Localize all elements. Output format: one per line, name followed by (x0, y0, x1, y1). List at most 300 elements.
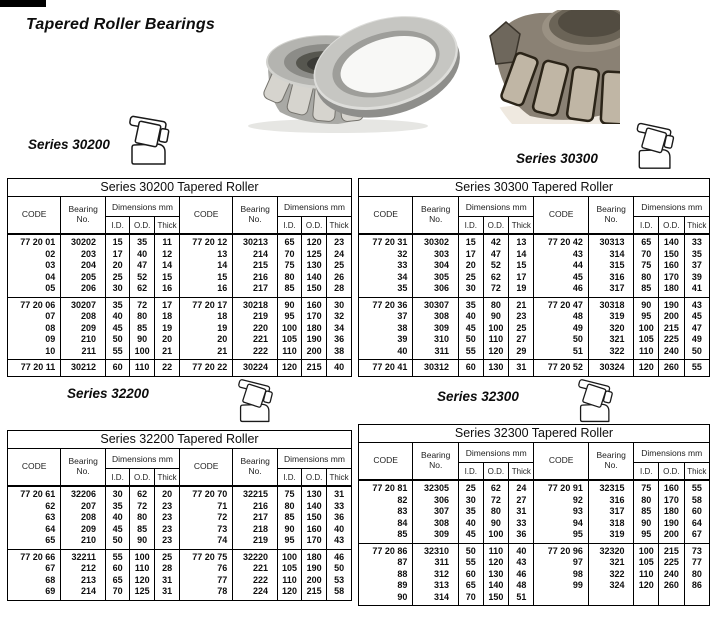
thick-cell: 50 (684, 346, 709, 360)
col-header-id: I.D. (634, 463, 659, 481)
od-cell: 62 (130, 283, 155, 297)
thick-cell: 50 (327, 563, 352, 575)
od-cell: 72 (483, 283, 509, 297)
thick-cell: 45 (684, 311, 709, 323)
bearing-no-cell: 30318 (588, 297, 634, 311)
code-cell: 77 20 81 (359, 480, 413, 495)
bearing-no-cell: 206 (61, 283, 106, 297)
code-cell: 77 20 61 (8, 486, 61, 501)
id-cell: 120 (634, 360, 659, 377)
table-row (359, 249, 710, 261)
code-cell: 49 (534, 323, 588, 335)
series-32300-label: Series 32300 (437, 389, 519, 404)
od-cell: 52 (483, 260, 509, 272)
thick-cell: 36 (327, 512, 352, 524)
id-cell: 120 (278, 360, 302, 377)
bearing-no-cell: 219 (233, 535, 278, 549)
thick-cell: 15 (155, 272, 180, 284)
col-header-code: CODE (534, 443, 588, 481)
code-cell: 05 (8, 283, 61, 297)
code-cell: 19 (179, 323, 232, 335)
thick-cell: 15 (509, 260, 534, 272)
bearing-no-cell: 320 (588, 323, 634, 335)
thick-cell: 31 (155, 575, 180, 587)
table-title: Series 30200 Tapered Roller (8, 179, 352, 197)
bearing-no-cell: 32220 (233, 549, 278, 563)
thick-cell: 21 (509, 297, 534, 311)
bearing-no-cell: 32215 (233, 486, 278, 501)
id-cell: 45 (106, 323, 130, 335)
od-cell: 170 (302, 311, 327, 323)
thick-cell: 64 (684, 518, 709, 530)
thick-cell: 24 (509, 480, 534, 495)
thick-cell: 39 (684, 272, 709, 284)
od-cell: 42 (483, 234, 509, 249)
id-cell: 80 (278, 272, 302, 284)
bearing-cross-section-icon (634, 119, 678, 171)
col-header-id: I.D. (278, 469, 302, 487)
bearing-no-cell: 220 (233, 323, 278, 335)
table-row (8, 283, 352, 297)
id-cell: 70 (106, 586, 130, 600)
thick-cell: 36 (509, 529, 534, 543)
col-header-bearing-no: Bearing No. (61, 197, 106, 235)
code-cell: 64 (8, 524, 61, 536)
code-cell: 03 (8, 260, 61, 272)
bearing-no-cell: 315 (588, 260, 634, 272)
table-block (8, 486, 352, 549)
table-title: Series 30300 Tapered Roller (359, 179, 710, 197)
od-cell: 35 (130, 234, 155, 249)
od-cell: 200 (659, 311, 685, 323)
table-row (359, 506, 710, 518)
od-cell: 215 (302, 360, 327, 377)
bearing-no-cell: 308 (413, 518, 459, 530)
id-cell: 110 (278, 346, 302, 360)
bearing-no-cell: 32310 (413, 543, 459, 557)
code-cell: 72 (179, 512, 232, 524)
roller-closeup-photo (486, 10, 620, 124)
code-cell: 43 (534, 249, 588, 261)
table-row (8, 512, 352, 524)
bearing-no-cell: 30302 (413, 234, 459, 249)
od-cell: 150 (302, 512, 327, 524)
od-cell: 62 (130, 486, 155, 501)
col-header-thick: Thick (684, 217, 709, 235)
table-row (359, 334, 710, 346)
code-cell: 77 20 36 (359, 297, 413, 311)
od-cell: 110 (130, 360, 155, 377)
code-cell: 45 (534, 272, 588, 284)
col-header-od: O.D. (302, 217, 327, 235)
table-block (359, 234, 710, 297)
bearing-no-cell: 304 (413, 260, 459, 272)
bearing-no-cell: 319 (588, 311, 634, 323)
id-cell: 35 (459, 506, 484, 518)
code-cell: 65 (8, 535, 61, 549)
od-cell: 90 (483, 311, 509, 323)
id-cell: 65 (278, 234, 302, 249)
bearing-no-cell: 210 (61, 535, 106, 549)
bearing-no-cell: 30218 (233, 297, 278, 311)
od-cell: 47 (483, 249, 509, 261)
id-cell: 110 (278, 575, 302, 587)
bearing-no-cell: 222 (233, 575, 278, 587)
od-cell: 180 (659, 283, 685, 297)
roller-closeup-graphic (486, 10, 620, 124)
id-cell: 100 (634, 323, 659, 335)
od-cell: 240 (659, 346, 685, 360)
code-cell: 77 20 06 (8, 297, 61, 311)
table-row (8, 323, 352, 335)
id-cell: 15 (459, 234, 484, 249)
thick-cell: 16 (155, 283, 180, 297)
thick-cell: 23 (155, 501, 180, 513)
code-cell: 46 (534, 283, 588, 297)
od-cell: 100 (130, 549, 155, 563)
table-block (359, 297, 710, 360)
code-cell: 32 (359, 249, 413, 261)
id-cell: 40 (106, 311, 130, 323)
id-cell: 75 (278, 486, 302, 501)
thick-cell: 32 (327, 311, 352, 323)
id-cell: 25 (459, 272, 484, 284)
thick-cell: 67 (684, 529, 709, 543)
thick-cell: 77 (684, 557, 709, 569)
col-header-code: CODE (359, 443, 413, 481)
thick-cell: 58 (327, 586, 352, 600)
code-cell: 89 (359, 580, 413, 592)
bearing-no-cell: 305 (413, 272, 459, 284)
bearing-no-cell: 312 (413, 569, 459, 581)
table-row (359, 518, 710, 530)
thick-cell: 33 (509, 518, 534, 530)
table-row (8, 549, 352, 563)
code-cell: 77 20 66 (8, 549, 61, 563)
od-cell: 85 (130, 524, 155, 536)
code-cell: 71 (179, 501, 232, 513)
col-header-od: O.D. (659, 217, 685, 235)
od-cell: 170 (659, 272, 685, 284)
thick-cell: 25 (509, 323, 534, 335)
id-cell: 45 (106, 524, 130, 536)
table-block (8, 234, 352, 297)
id-cell: 40 (106, 512, 130, 524)
id-cell: 80 (634, 272, 659, 284)
bearing-no-cell: 30313 (588, 234, 634, 249)
thick-cell: 34 (327, 323, 352, 335)
bearing-no-cell: 32305 (413, 480, 459, 495)
id-cell: 45 (459, 529, 484, 543)
thick-cell: 11 (155, 234, 180, 249)
col-header-bearing-no: Bearing No. (588, 197, 634, 235)
od-cell: 120 (483, 346, 509, 360)
bearing-no-cell: 308 (413, 311, 459, 323)
bearing-no-cell: 217 (233, 512, 278, 524)
code-cell: 09 (8, 334, 61, 346)
thick-cell: 26 (327, 272, 352, 284)
od-cell: 150 (483, 592, 509, 606)
col-header-od: O.D. (483, 217, 509, 235)
thick-cell: 40 (327, 360, 352, 377)
code-cell: 77 20 91 (534, 480, 588, 495)
code-cell: 83 (359, 506, 413, 518)
bearing-no-cell: 214 (61, 586, 106, 600)
id-cell: 60 (106, 360, 130, 377)
code-cell: 90 (359, 592, 413, 606)
bearing-no-cell: 307 (413, 506, 459, 518)
bearing-no-cell: 221 (233, 334, 278, 346)
thick-cell: 25 (155, 549, 180, 563)
code-cell: 39 (359, 334, 413, 346)
table-row (359, 360, 710, 377)
bearing-no-cell: 316 (588, 495, 634, 507)
bearing-cross-section-icon (236, 376, 276, 424)
code-cell: 95 (534, 529, 588, 543)
thick-cell: 43 (684, 297, 709, 311)
bearing-no-cell: 219 (233, 311, 278, 323)
table-row (359, 592, 710, 606)
bearing-no-cell: 203 (61, 249, 106, 261)
table-title: Series 32300 Tapered Roller (359, 425, 710, 443)
od-cell: 215 (302, 586, 327, 600)
code-cell: 67 (8, 563, 61, 575)
col-header-code: CODE (179, 449, 232, 487)
table-row (359, 557, 710, 569)
id-cell: 60 (459, 360, 484, 377)
od-cell: 200 (302, 346, 327, 360)
id-cell: 85 (278, 283, 302, 297)
table-row (8, 234, 352, 249)
id-cell: 50 (459, 543, 484, 557)
id-cell: 55 (459, 557, 484, 569)
thick-cell: 60 (684, 506, 709, 518)
od-cell: 180 (302, 323, 327, 335)
id-cell: 65 (106, 575, 130, 587)
id-cell: 15 (106, 234, 130, 249)
bearing-photo-graphic (238, 2, 462, 135)
col-header-id: I.D. (106, 469, 130, 487)
id-cell: 17 (106, 249, 130, 261)
col-header-dimensions: Dimensions mm (459, 197, 534, 217)
id-cell: 30 (459, 283, 484, 297)
id-cell: 110 (634, 569, 659, 581)
table-series-30200 (7, 178, 352, 377)
bearing-no-cell: 310 (413, 334, 459, 346)
table-row (359, 297, 710, 311)
code-cell: 34 (359, 272, 413, 284)
bearing-no-cell: 214 (233, 249, 278, 261)
code-cell: 98 (534, 569, 588, 581)
thick-cell: 73 (684, 543, 709, 557)
bearing-no-cell: 207 (61, 501, 106, 513)
thick-cell: 22 (155, 360, 180, 377)
thick-cell: 17 (155, 297, 180, 311)
id-cell: 105 (278, 334, 302, 346)
bearing-no-cell: 211 (61, 346, 106, 360)
col-header-code: CODE (359, 197, 413, 235)
od-cell: 225 (659, 557, 685, 569)
table-row (359, 311, 710, 323)
thick-cell: 28 (327, 283, 352, 297)
table-row (359, 495, 710, 507)
bearing-no-cell: 311 (413, 557, 459, 569)
table-row (359, 346, 710, 360)
bearing-no-cell: 318 (588, 518, 634, 530)
id-cell: 30 (459, 495, 484, 507)
bearing-no-cell: 210 (61, 334, 106, 346)
bearing-no-cell: 30212 (61, 360, 106, 377)
thick-cell: 18 (155, 311, 180, 323)
id-cell: 35 (459, 297, 484, 311)
code-cell: 73 (179, 524, 232, 536)
od-cell: 47 (130, 260, 155, 272)
od-cell: 130 (302, 260, 327, 272)
id-cell: 120 (634, 580, 659, 592)
code-cell: 84 (359, 518, 413, 530)
bearing-no-cell: 32315 (588, 480, 634, 495)
bearing-no-cell: 321 (588, 334, 634, 346)
thick-cell: 41 (684, 283, 709, 297)
table-series-32200 (7, 430, 352, 601)
id-cell: 60 (459, 569, 484, 581)
code-cell: 14 (179, 260, 232, 272)
od-cell: 150 (302, 283, 327, 297)
code-cell: 77 20 01 (8, 234, 61, 249)
od-cell: 100 (130, 346, 155, 360)
code-cell: 77 20 86 (359, 543, 413, 557)
code-cell: 77 20 52 (534, 360, 588, 377)
table-row (8, 249, 352, 261)
bearing-no-cell: 311 (413, 346, 459, 360)
thick-cell: 28 (155, 563, 180, 575)
bearing-no-cell: 204 (61, 260, 106, 272)
table-row (8, 297, 352, 311)
table-block (8, 360, 352, 377)
table-row (8, 586, 352, 600)
od-cell: 160 (659, 480, 685, 495)
col-header-thick: Thick (684, 463, 709, 481)
bearing-no-cell: 209 (61, 524, 106, 536)
od-cell: 110 (483, 334, 509, 346)
table-row (8, 486, 352, 501)
od-cell: 200 (659, 529, 685, 543)
bearing-no-cell: 212 (61, 563, 106, 575)
table-row (8, 575, 352, 587)
code-cell: 77 20 47 (534, 297, 588, 311)
thick-cell: 46 (509, 569, 534, 581)
table-block (359, 480, 710, 543)
table-block (359, 360, 710, 377)
od-cell: 52 (130, 272, 155, 284)
od-cell: 62 (483, 480, 509, 495)
id-cell: 50 (459, 334, 484, 346)
id-cell: 70 (459, 592, 484, 606)
od-cell: 85 (130, 323, 155, 335)
scan-artifact-mark (0, 0, 46, 7)
thick-cell: 25 (327, 260, 352, 272)
od-cell: 100 (483, 323, 509, 335)
bearing-no-cell: 30207 (61, 297, 106, 311)
thick-cell: 13 (509, 234, 534, 249)
bearing-no-cell: 205 (61, 272, 106, 284)
od-cell: 215 (659, 323, 685, 335)
thick-cell: 43 (509, 557, 534, 569)
od-cell: 100 (483, 529, 509, 543)
data-table (7, 178, 352, 377)
code-cell: 82 (359, 495, 413, 507)
thick-cell: 46 (327, 549, 352, 563)
code-cell: 94 (534, 518, 588, 530)
code-cell: 77 20 17 (179, 297, 232, 311)
col-header-code: CODE (179, 197, 232, 235)
bearing-no-cell: 32211 (61, 549, 106, 563)
od-cell: 140 (302, 272, 327, 284)
col-header-od: O.D. (130, 217, 155, 235)
table-row (8, 334, 352, 346)
thick-cell: 23 (155, 535, 180, 549)
od-cell: 180 (659, 506, 685, 518)
id-cell: 55 (459, 346, 484, 360)
code-cell: 35 (359, 283, 413, 297)
code-cell: 76 (179, 563, 232, 575)
id-cell: 100 (278, 549, 302, 563)
code-cell: 48 (534, 311, 588, 323)
bearing-no-cell: 30324 (588, 360, 634, 377)
table-row (8, 346, 352, 360)
bearing-no-cell: 213 (61, 575, 106, 587)
thick-cell: 19 (155, 323, 180, 335)
table-row (8, 524, 352, 536)
table-row (359, 580, 710, 592)
bearing-no-cell: 208 (61, 311, 106, 323)
code-cell: 04 (8, 272, 61, 284)
od-cell: 190 (302, 563, 327, 575)
bearing-no-cell: 313 (413, 580, 459, 592)
table-title: Series 32200 Tapered Roller (8, 431, 352, 449)
bearing-no-cell: 322 (588, 569, 634, 581)
col-header-thick: Thick (327, 469, 352, 487)
od-cell: 80 (130, 311, 155, 323)
tapered-roller-bearing-photo (238, 2, 462, 135)
bearing-no-cell: 215 (233, 260, 278, 272)
thick-cell: 49 (684, 334, 709, 346)
col-header-bearing-no: Bearing No. (233, 449, 278, 487)
id-cell: 75 (278, 260, 302, 272)
thick-cell: 14 (155, 260, 180, 272)
id-cell: 90 (278, 297, 302, 311)
id-cell: 70 (278, 249, 302, 261)
bearing-no-cell: 217 (233, 283, 278, 297)
id-cell: 120 (278, 586, 302, 600)
code-cell: 88 (359, 569, 413, 581)
od-cell: 40 (130, 249, 155, 261)
table-row (359, 529, 710, 543)
id-cell: 95 (634, 311, 659, 323)
data-table (358, 178, 710, 377)
bearing-no-cell: 32320 (588, 543, 634, 557)
thick-cell: 33 (684, 234, 709, 249)
bearing-no-cell: 314 (588, 249, 634, 261)
id-cell: 65 (634, 234, 659, 249)
col-header-od: O.D. (130, 469, 155, 487)
od-cell: 125 (302, 249, 327, 261)
code-cell: 74 (179, 535, 232, 549)
thick-cell: 48 (509, 580, 534, 592)
thick-cell: 23 (155, 512, 180, 524)
bearing-no-cell: 319 (588, 529, 634, 543)
code-cell: 13 (179, 249, 232, 261)
